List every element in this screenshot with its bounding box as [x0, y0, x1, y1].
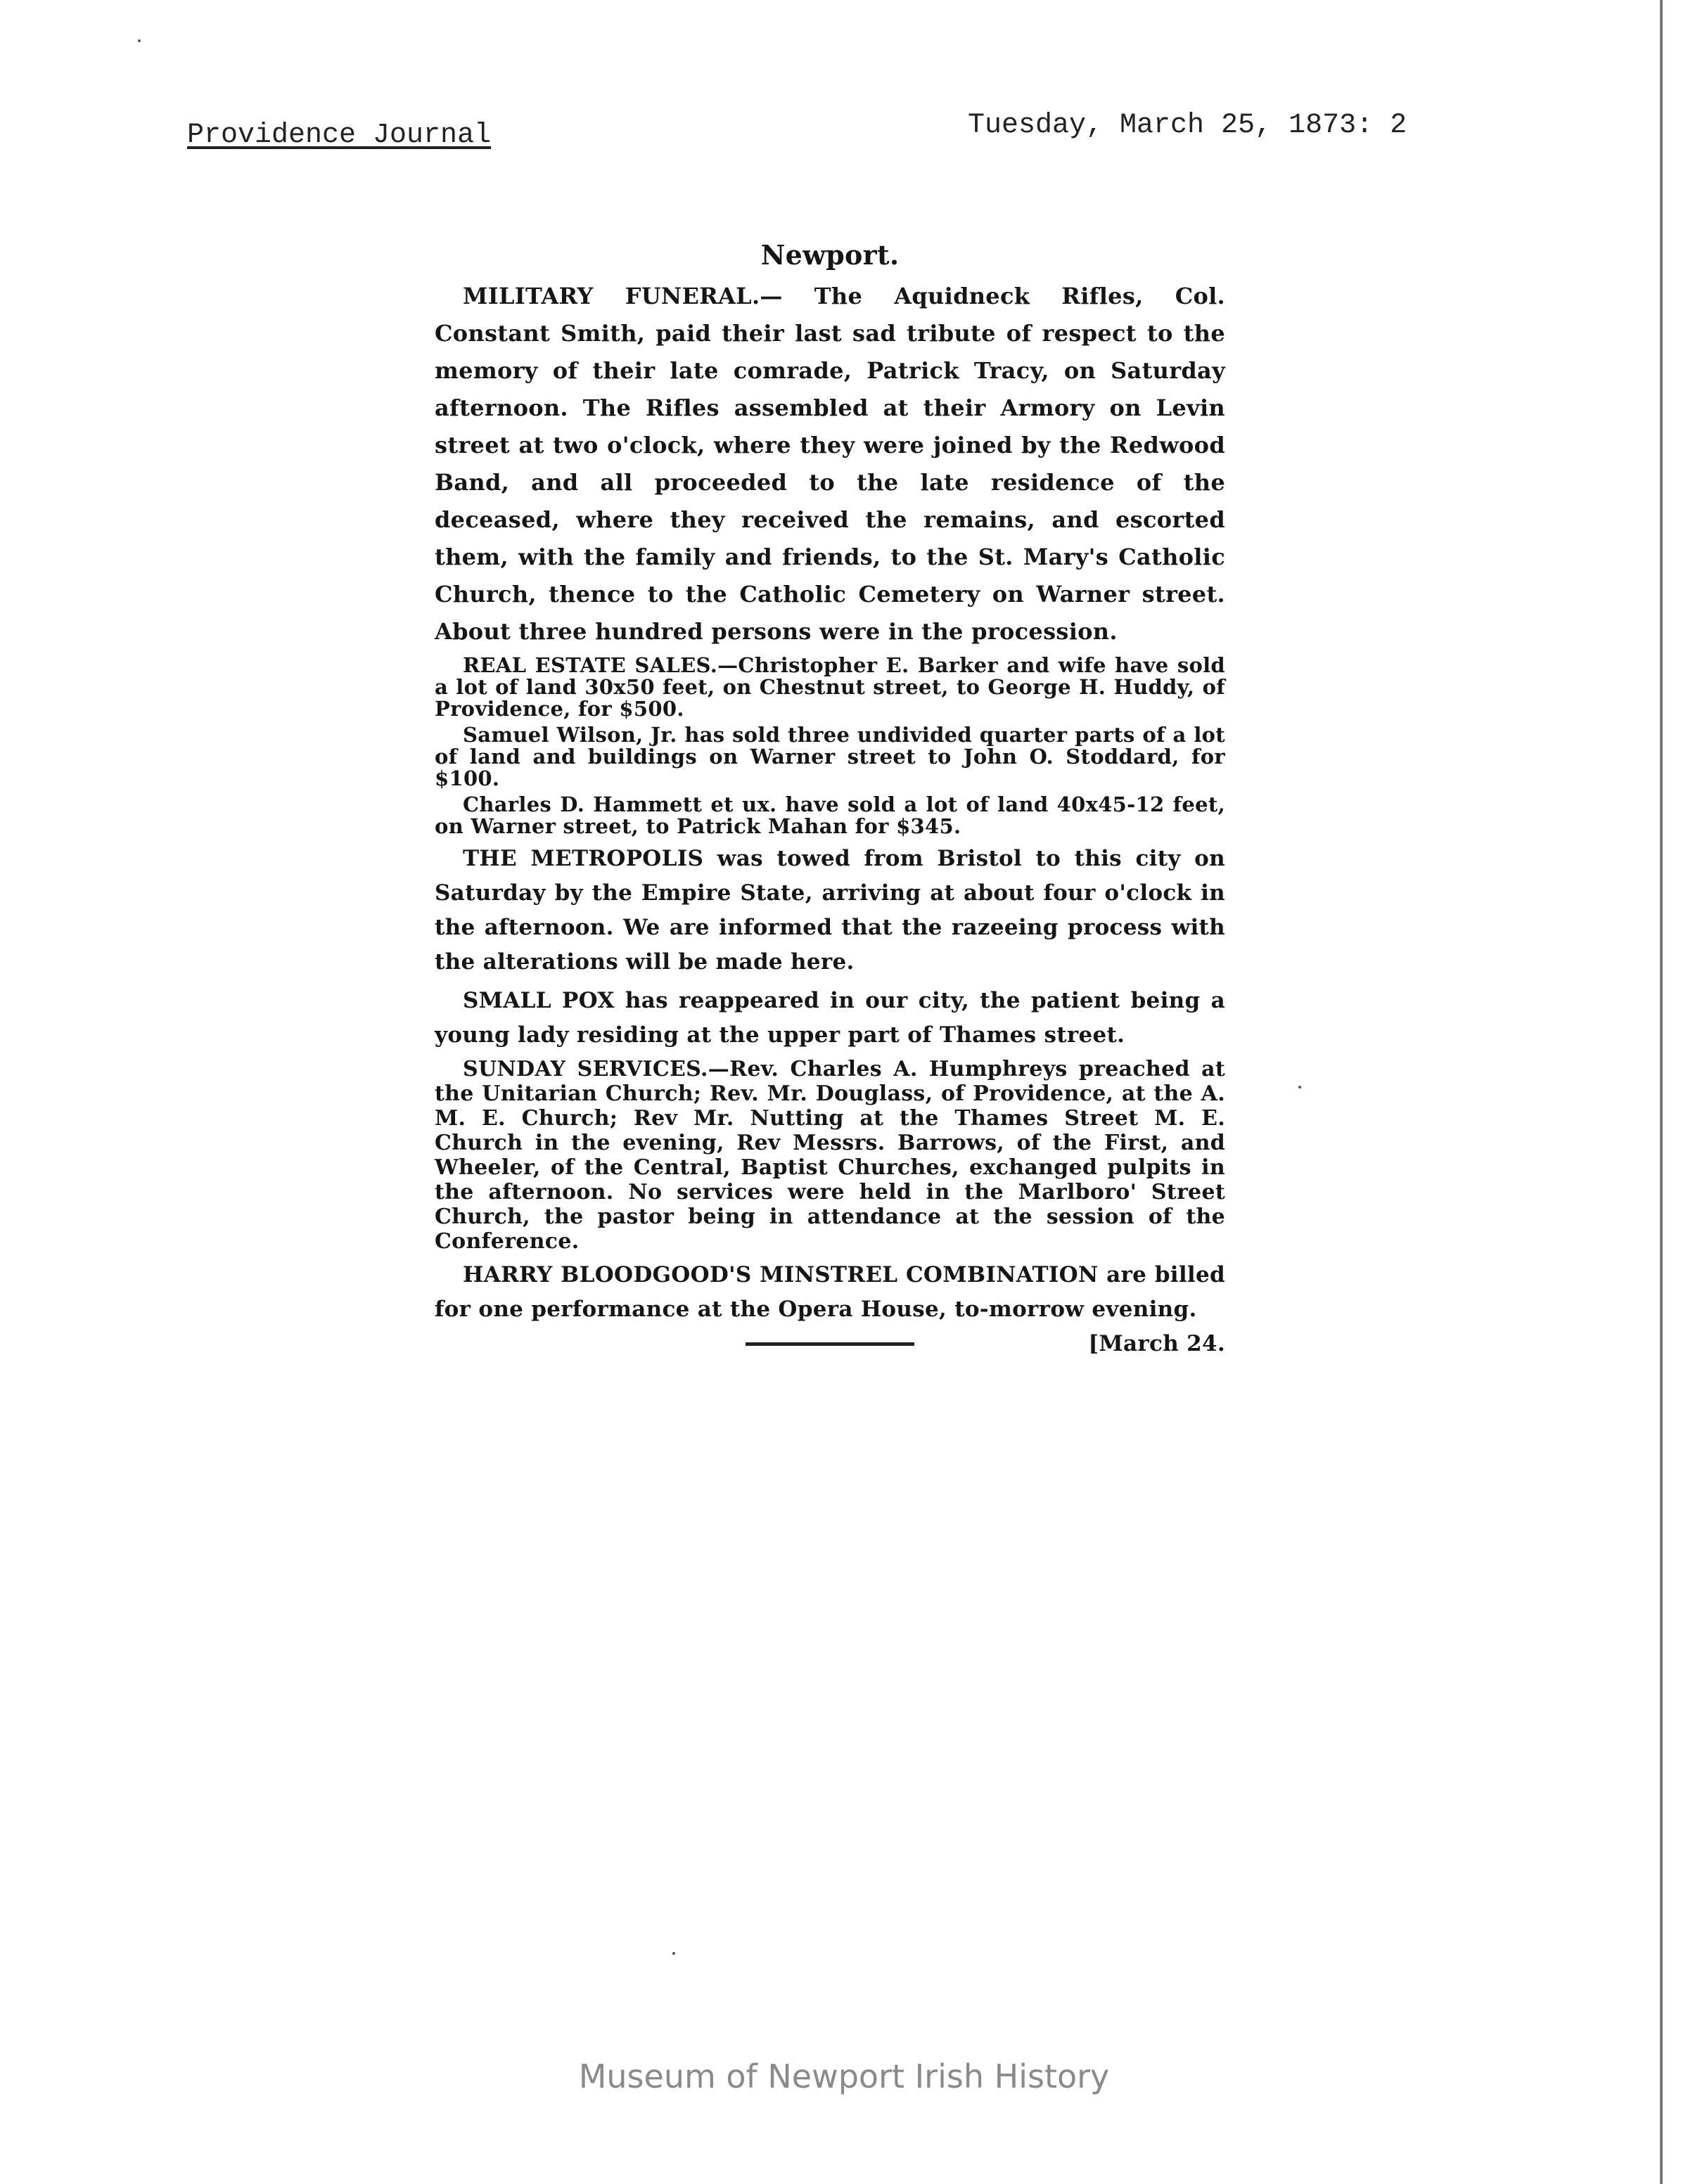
article-sunday-services: SUNDAY SERVICES.—Rev. Charles A. Humphreys preached at the Unitarian Church; Rev. Mr. Douglass, of Providence, at the A. M. E. Church; Rev Mr. Nutting at the Thames Street M. E. Church in the evening, Rev Messrs. Barrows, of the First, and Wheeler, of the Central, Baptist Churches, exchanged pulpits in the afternoon. No services were held in the Marlboro' Street Church, the pastor being in attendance at the session of the Conference.	[435, 1057, 1225, 1254]
article-military-funeral: MILITARY FUNERAL.— The Aquidneck Rifles, Col. Constant Smith, paid their last sad tribute of respect to the memory of their late comrade, Patrick Tracy, on Saturday afternoon. The Rifles assembled at their Armory on Levin street at two o'clock, where they were joined by the Redwood Band, and all proceeded to the late residence of the deceased, where they received the remains, and escorted them, with the family and friends, to the St. Mary's Catholic Church, thence to the Catholic Cemetery on Warner street. About three hundred persons were in the procession.	[435, 283, 1225, 645]
newspaper-clipping	[435, 239, 1225, 1361]
scan-edge-border	[1660, 0, 1663, 2184]
scan-speck	[672, 1952, 675, 1955]
minstrel-text: HARRY BLOODGOOD'S MINSTREL COMBINATION are billed for one performance at the Opera House, to-morrow evening.	[435, 1262, 1225, 1322]
article-metropolis: THE METROPOLIS was towed from Bristol to this city on Saturday by the Empire State, arriving at about four o'clock in the afternoon. We are informed that the razeeing process with the alterations will be made here.	[435, 846, 1225, 975]
scan-speck	[138, 39, 141, 42]
article-minstrel-combination	[435, 1258, 1225, 1356]
clipping-dateline: [March 24.	[1088, 1331, 1225, 1356]
clipping-heading: Newport.	[760, 239, 900, 271]
article-small-pox: SMALL POX has reappeared in our city, the patient being a young lady residing at the upper part of Thames street.	[435, 988, 1225, 1048]
footer-credit: Museum of Newport Irish History	[578, 2057, 1110, 2095]
article-real-estate-sales: REAL ESTATE SALES.—Christopher E. Barker and wife have sold a lot of land 30x50 feet, on Chestnut street, to George H. Huddy, of Providence, for $500.	[435, 653, 1225, 721]
clipping-end-rule	[746, 1342, 914, 1346]
header-date: Tuesday, March 25, 1873: 2	[968, 110, 1407, 141]
scan-speck	[1298, 1086, 1301, 1088]
article-wilson-sale: Samuel Wilson, Jr. has sold three undivided quarter parts of a lot of land and buildings on Warner street to John O. Stoddard, for $100.	[435, 723, 1225, 790]
article-hammett-sale: Charles D. Hammett et ux. have sold a lot of land 40x45-12 feet, on Warner street, to Patrick Mahan for $345.	[435, 792, 1225, 838]
header-source: Providence Journal	[187, 120, 492, 151]
